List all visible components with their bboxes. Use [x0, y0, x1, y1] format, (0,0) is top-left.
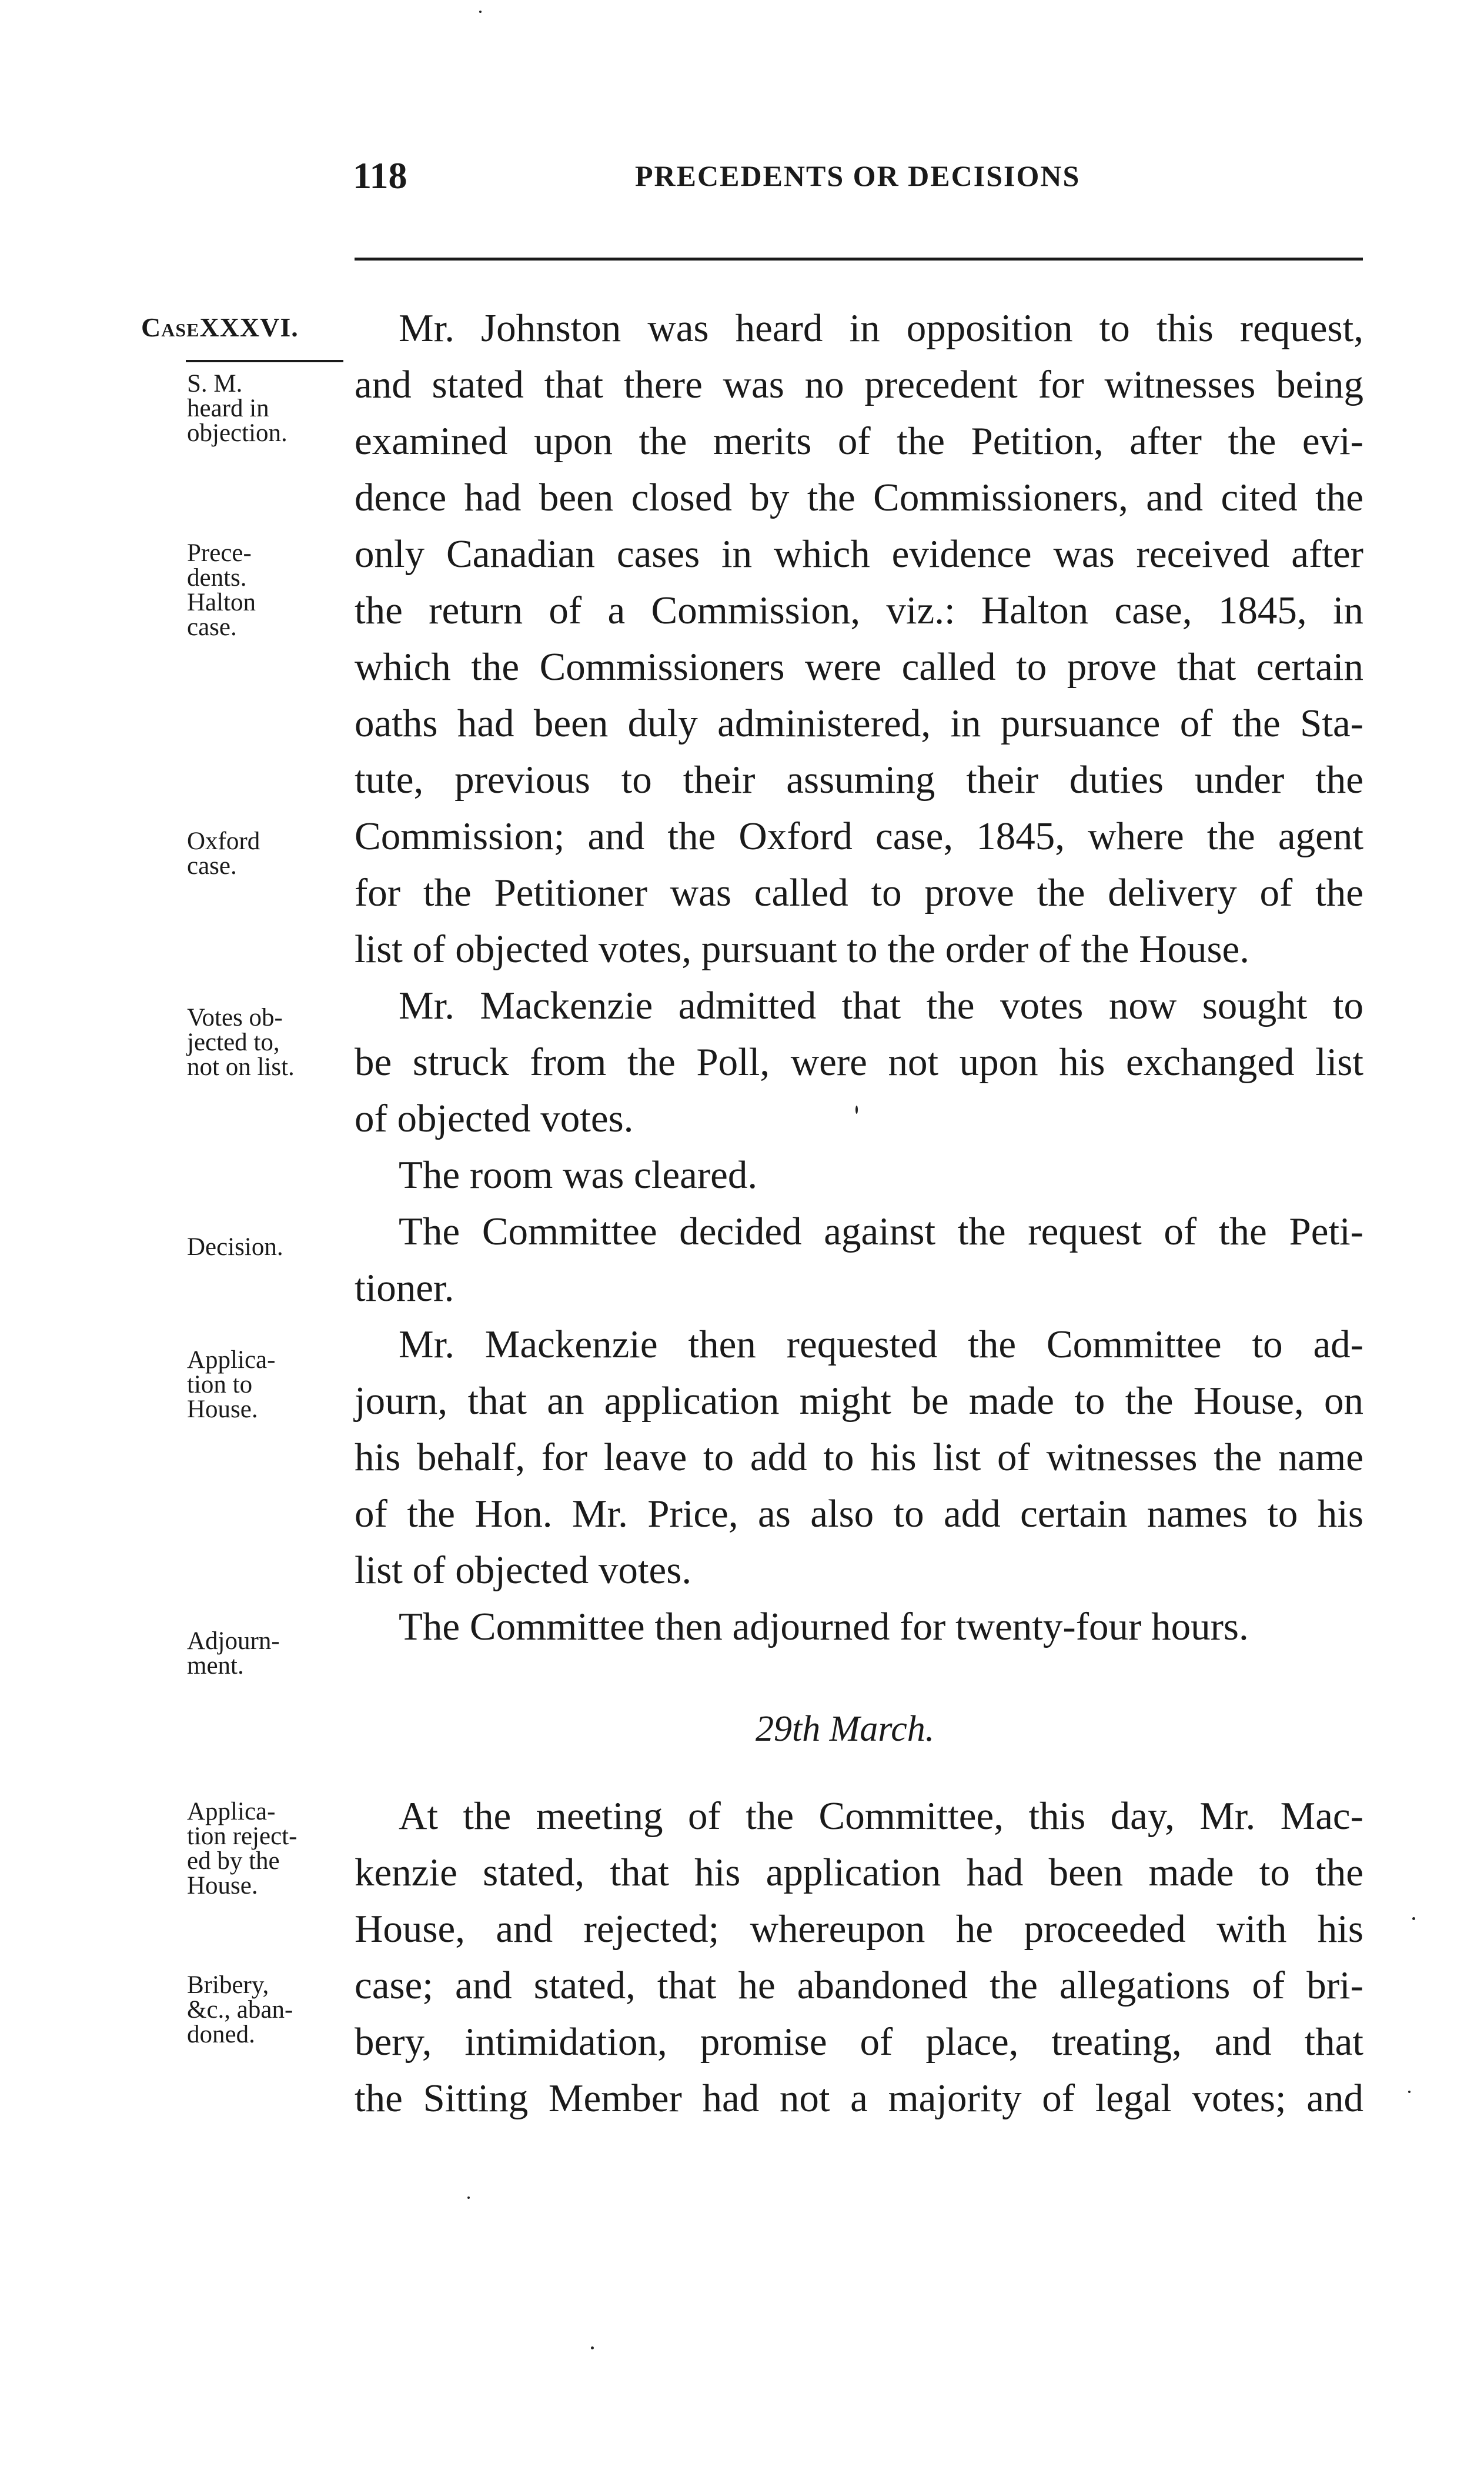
margin-note-decision: Decision.: [187, 1233, 283, 1261]
running-title: PRECEDENTS OR DECISIONS: [635, 159, 1081, 192]
scan-speck: [1408, 2091, 1411, 2093]
body-line: Commission; and the Oxford case, 1845, where the agent: [355, 814, 1363, 858]
body-line: for the Petitioner was called to prove the delivery of the: [355, 871, 1363, 914]
body-line: case; and stated, that he abandoned the allegations of bri-: [355, 1964, 1363, 2007]
margin-note-adjournment: Adjourn- ment.: [187, 1627, 280, 1680]
scan-speck: [855, 1106, 858, 1114]
body-line: House, and rejected; whereupon he proceeded with his: [355, 1907, 1363, 1951]
date-heading: 29th March.: [756, 1709, 935, 1749]
margin-note-oxford: Oxford case.: [187, 827, 260, 880]
margin-note-votes-objected: Votes ob- jected to, not on list.: [187, 1004, 295, 1081]
body-line: dence had been closed by the Commissioners, and cited the: [355, 476, 1363, 519]
body-line: examined upon the merits of the Petition, after the evi-: [355, 419, 1363, 463]
margin-note-application-house: Applica- tion to House.: [187, 1346, 276, 1423]
scan-speck: [591, 2346, 594, 2349]
scan-speck: [479, 11, 482, 13]
case-label: CaseXXXVI.: [141, 312, 299, 342]
body-line: only Canadian cases in which evidence was received after: [355, 532, 1363, 576]
body-line: of the Hon. Mr. Price, as also to add certain names to his: [355, 1492, 1363, 1535]
body-line: the return of a Commission, viz.: Halton case, 1845, in: [355, 589, 1363, 632]
body-line: At the meeting of the Committee, this day, Mr. Mac-: [399, 1794, 1363, 1838]
body-line: which the Commissioners were called to prove that certain: [355, 645, 1363, 689]
page-number: 118: [353, 155, 407, 196]
body-line: list of objected votes.: [355, 1548, 692, 1592]
running-head: [353, 154, 1364, 201]
body-line: the Sitting Member had not a majority of legal votes; and: [355, 2077, 1363, 2120]
body-line: his behalf, for leave to add to his list of witnesses the name: [355, 1436, 1363, 1479]
margin-note-application-rejected: Applica- tion reject- ed by the House.: [187, 1798, 298, 1900]
body-line: be struck from the Poll, were not upon his exchanged list: [355, 1040, 1363, 1084]
body-line: journ, that an application might be made to the House, on: [355, 1379, 1363, 1423]
body-line: kenzie stated, that his application had been made to the: [355, 1851, 1363, 1894]
body-line: bery, intimidation, promise of place, treating, and that: [355, 2020, 1363, 2064]
case-label-rule: [186, 360, 343, 362]
body-line: tute, previous to their assuming their duties under the: [355, 758, 1363, 802]
scan-speck: [467, 2196, 470, 2199]
body-line: Mr. Mackenzie then requested the Committee to ad-: [399, 1323, 1363, 1366]
scan-speck: [1412, 1917, 1415, 1920]
body-line: list of objected votes, pursuant to the order of the House.: [355, 927, 1250, 971]
body-line: The Committee then adjourned for twenty-four hours.: [399, 1605, 1249, 1648]
body-line: tioner.: [355, 1266, 454, 1310]
body-line: The room was cleared.: [399, 1153, 758, 1197]
body-line: and stated that there was no precedent for witnesses being: [355, 363, 1363, 406]
header-rule: [355, 258, 1363, 261]
body-line: oaths had been duly administered, in pursuance of the Sta-: [355, 702, 1363, 745]
margin-note-precedents-halton: Prece- dents. Halton case.: [187, 539, 256, 641]
body-line: Mr. Johnston was heard in opposition to this request,: [399, 306, 1363, 350]
body-line: The Committee decided against the request of the Peti-: [399, 1210, 1363, 1253]
body-line: of objected votes.: [355, 1097, 634, 1140]
margin-note-bribery-abandoned: Bribery, &c., aban- doned.: [187, 1971, 293, 2048]
body-line: Mr. Mackenzie admitted that the votes now sought to: [399, 984, 1363, 1027]
margin-note-sm-heard: S. M. heard in objection.: [187, 370, 288, 447]
